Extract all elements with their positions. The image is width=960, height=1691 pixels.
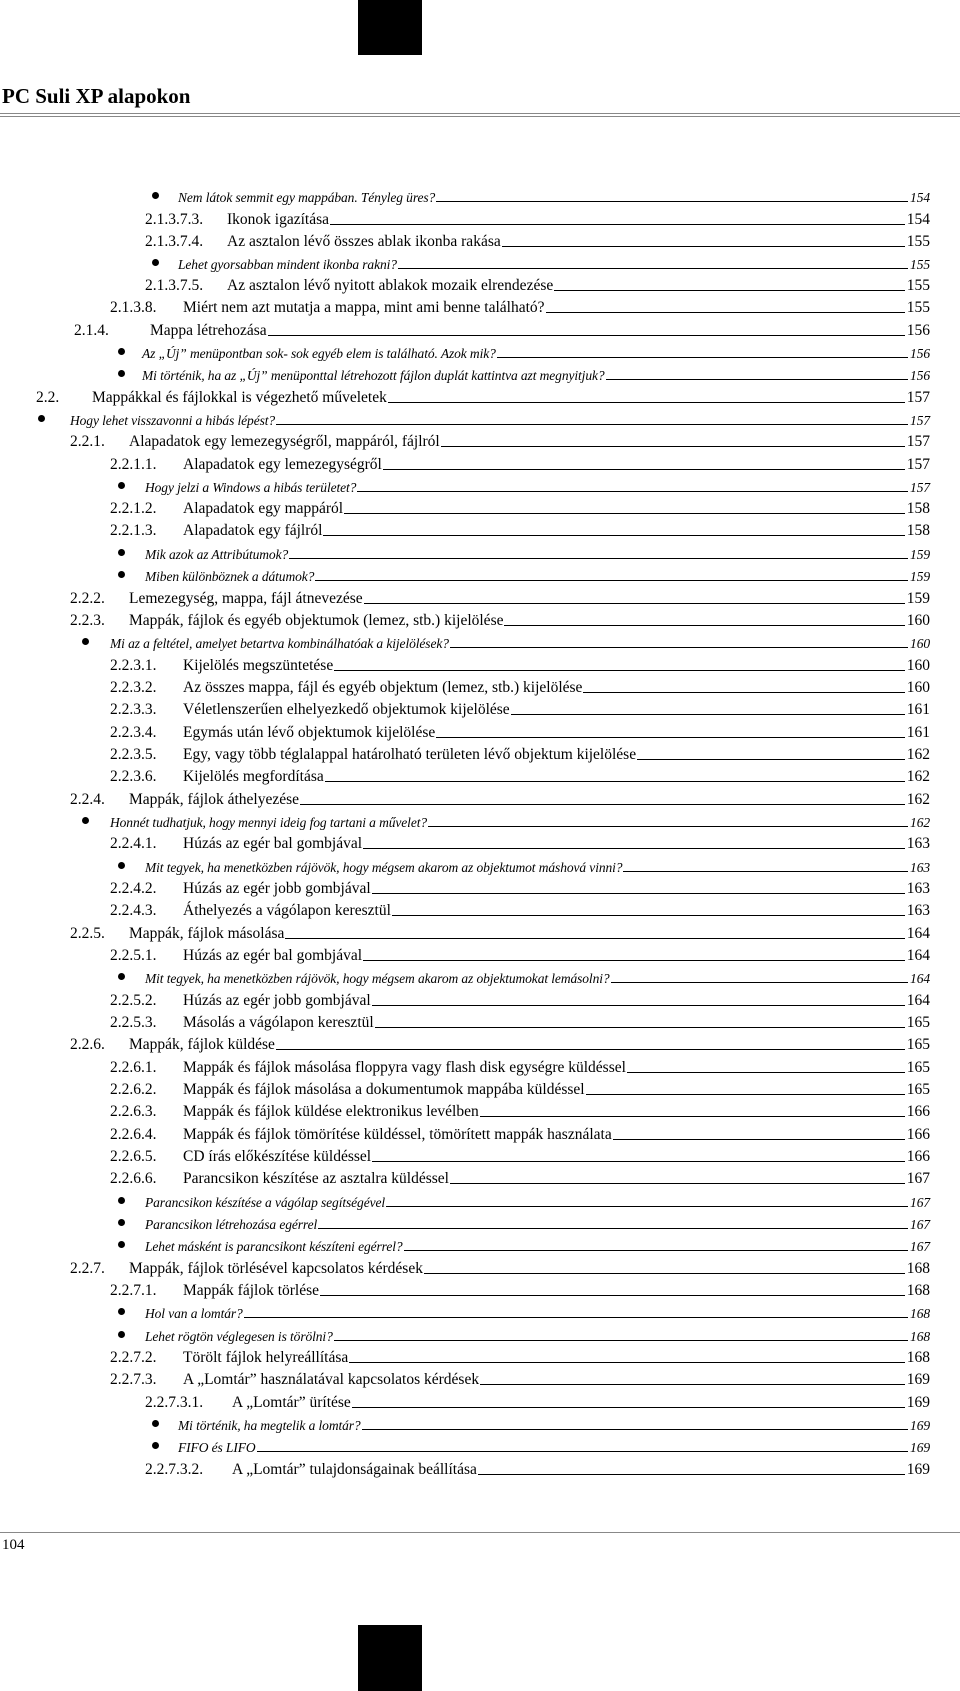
leader-line [364, 603, 905, 604]
toc-entry-title: Az asztalon lévő nyitott ablakok mozaik elrendezése [227, 277, 554, 294]
toc-entry-number: 2.1.3.8. [110, 299, 157, 316]
toc-question-entry [145, 1323, 930, 1345]
leader-line [244, 1317, 908, 1318]
bullet-icon [118, 1308, 125, 1315]
page-number: 104 [2, 1537, 25, 1553]
toc-entry [110, 295, 930, 317]
bullet-icon [118, 571, 125, 578]
leader-line [450, 1183, 905, 1184]
toc-entry [110, 988, 930, 1010]
toc-entry-page: 169 [910, 1440, 930, 1455]
leader-line [554, 290, 905, 291]
bullet-icon [118, 549, 125, 556]
toc-entry [110, 1144, 930, 1166]
toc-entry-title: Mappák, fájlok küldése [129, 1036, 275, 1053]
toc-entry-number: 2.2.3.4. [110, 724, 157, 741]
toc-entry-page: 169 [906, 1394, 930, 1411]
toc-entry-number: 2.2.1. [70, 433, 105, 450]
leader-line [334, 1340, 908, 1341]
toc-entry-page: 155 [910, 257, 930, 272]
toc-entry-page: 164 [906, 925, 930, 942]
leader-line [546, 312, 905, 313]
toc-entry-page: 163 [906, 835, 930, 852]
toc-entry-page: 160 [910, 636, 930, 651]
toc-entry-page: 169 [906, 1371, 930, 1388]
toc-question-entry [142, 340, 930, 362]
toc-entry-number: 2.2.6.2. [110, 1081, 157, 1098]
bullet-icon [118, 482, 125, 489]
toc-entry-page: 167 [910, 1217, 930, 1232]
toc-entry-number: 2.1.4. [74, 322, 109, 339]
toc-entry-title: Lehet rögtön véglegesen is törölni? [145, 1329, 333, 1344]
toc-entry-title: Nem látok semmit egy mappában. Tényleg üres? [178, 190, 436, 205]
bullet-icon [118, 1331, 125, 1338]
toc-question-entry [70, 407, 930, 429]
toc-entry-title: Az összes mappa, fájl és egyéb objektum (lemez, stb.) kijelölése [183, 679, 583, 696]
leader-line [344, 513, 905, 514]
toc-entry-page: 159 [906, 590, 930, 607]
toc-entry-title: Hogy jelzi a Windows a hibás területet? [145, 480, 357, 495]
leader-line [436, 201, 908, 202]
leader-line [386, 1206, 908, 1207]
toc-entry-number: 2.2.3.5. [110, 746, 157, 763]
toc-entry [110, 1367, 930, 1389]
toc-entry-title: Alapadatok egy lemezegységről, mappáról, fájlról [129, 433, 440, 450]
toc-entry-title: Mi történik, ha az „Új” menüponttal létrehozott fájlon duplát kattintva azt megnyitjuk? [142, 368, 605, 383]
leader-line [375, 1027, 905, 1028]
leader-line [404, 1250, 909, 1251]
toc-entry [110, 764, 930, 786]
leader-line [627, 1072, 905, 1073]
leader-line [613, 1139, 905, 1140]
leader-line [428, 826, 908, 827]
toc-entry-page: 156 [910, 368, 930, 383]
toc-entry-number: 2.2.6.1. [110, 1059, 157, 1076]
toc-entry-page: 163 [906, 902, 930, 919]
toc-entry-title: Honnét tudhatjuk, hogy mennyi ideig fog tartani a művelet? [110, 815, 428, 830]
toc-entry-title: Mi az a feltétel, amelyet betartva kombinálhatóak a kijelölések? [110, 636, 449, 651]
toc-entry [70, 787, 930, 809]
toc-entry-number: 2.2.5.1. [110, 947, 157, 964]
toc-entry [110, 1122, 930, 1144]
toc-entry-title: Mi történik, ha megtelik a lomtár? [178, 1418, 361, 1433]
leader-line [511, 714, 905, 715]
leader-line [502, 246, 905, 247]
toc-entry [110, 697, 930, 719]
leader-line [372, 1161, 905, 1162]
toc-entry-page: 162 [910, 815, 930, 830]
toc-entry-title: Miért nem azt mutatja a mappa, mint ami benne található? [183, 299, 545, 316]
toc-entry-title: Mappák és fájlok tömörítése küldéssel, tömörített mappák használata [183, 1126, 612, 1143]
toc-entry-number: 2.2.3.1. [110, 657, 157, 674]
toc-entry-page: 155 [906, 233, 930, 250]
toc-entry-page: 161 [906, 701, 930, 718]
toc-entry-number: 2.2.5.3. [110, 1014, 157, 1031]
toc-entry-page: 157 [906, 433, 930, 450]
toc-entry-number: 2.2.1.2. [110, 500, 157, 517]
toc-entry-title: Véletlenszerűen elhelyezkedő objektumok kijelölése [183, 701, 510, 718]
toc-entry-title: Az „Új” menüpontban sok- sok egyéb elem is található. Azok mik? [142, 346, 496, 361]
leader-line [362, 1429, 908, 1430]
toc-entry-page: 158 [906, 522, 930, 539]
toc-entry-number: 2.2.4.3. [110, 902, 157, 919]
toc-entry-page: 162 [906, 746, 930, 763]
toc-entry-page: 163 [906, 880, 930, 897]
toc-entry-title: Mappák, fájlok másolása [129, 925, 285, 942]
toc-entry-page: 162 [906, 791, 930, 808]
toc-entry-number: 2.2.5. [70, 925, 105, 942]
toc-entry-number: 2.1.3.7.4. [145, 233, 204, 250]
leader-line [315, 580, 908, 581]
toc-entry-page: 164 [910, 971, 930, 986]
toc-entry-title: A „Lomtár” tulajdonságainak beállítása [232, 1461, 477, 1478]
bullet-icon [118, 1197, 125, 1204]
toc-entry-number: 2.2.7.3. [110, 1371, 157, 1388]
bullet-icon [152, 1442, 159, 1449]
leader-line [276, 1049, 905, 1050]
toc-entry-page: 160 [906, 679, 930, 696]
toc-entry-title: Miben különböznek a dátumok? [145, 569, 315, 584]
toc-entry-page: 164 [906, 947, 930, 964]
toc-entry-number: 2.2.6.3. [110, 1103, 157, 1120]
toc-entry-title: Mappák és fájlok küldése elektronikus levélben [183, 1103, 479, 1120]
toc-entry-title: Hogy lehet visszavonni a hibás lépést? [70, 413, 276, 428]
toc-entry-number: 2.2.2. [70, 590, 105, 607]
toc-question-entry [145, 854, 930, 876]
toc-entry-title: Az asztalon lévő összes ablak ikonba rakása [227, 233, 501, 250]
bullet-icon [118, 348, 125, 355]
toc-entry [110, 518, 930, 540]
leader-line [363, 960, 905, 961]
toc-entry-page: 165 [906, 1081, 930, 1098]
toc-question-entry [110, 630, 930, 652]
bullet-icon [118, 862, 125, 869]
leader-line [330, 224, 905, 225]
toc-entry-page: 169 [906, 1461, 930, 1478]
toc-entry-title: Húzás az egér bal gombjával [183, 947, 363, 964]
toc-question-entry [178, 1434, 930, 1456]
toc-entry-page: 168 [906, 1349, 930, 1366]
toc-entry-number: 2.2.7.2. [110, 1349, 157, 1366]
toc-entry-title: Alapadatok egy fájlról [183, 522, 323, 539]
leader-line [583, 692, 904, 693]
footer-divider [0, 1532, 960, 1533]
toc-entry-page: 157 [910, 413, 930, 428]
toc-entry-page: 155 [906, 299, 930, 316]
toc-entry [110, 1099, 930, 1121]
toc-entry-title: Egymás után lévő objektumok kijelölése [183, 724, 436, 741]
toc-entry-page: 167 [910, 1195, 930, 1210]
toc-question-entry [110, 809, 930, 831]
toc-entry-number: 2.1.3.7.5. [145, 277, 204, 294]
page-tab-marker-bottom [358, 1625, 422, 1691]
toc-entry-number: 2.2.3.2. [110, 679, 157, 696]
toc-entry-number: 2.2.7. [70, 1260, 105, 1277]
toc-entry-page: 161 [906, 724, 930, 741]
toc-entry-title: Ikonok igazítása [227, 211, 330, 228]
toc-entry-number: 2.2.1.1. [110, 456, 157, 473]
toc-entry-title: Mit tegyek, ha menetközben rájövök, hogy mégsem akarom az objektumot máshová vinni? [145, 860, 623, 875]
toc-entry-page: 165 [906, 1059, 930, 1076]
bullet-icon [118, 973, 125, 980]
toc-entry-page: 167 [910, 1239, 930, 1254]
toc-entry-page: 156 [906, 322, 930, 339]
toc-entry-number: 2.2.4.1. [110, 835, 157, 852]
toc-entry-page: 154 [910, 190, 930, 205]
leader-line [325, 781, 905, 782]
toc-entry-title: Parancsikon létrehozása egérrel [145, 1217, 318, 1232]
bullet-icon [38, 415, 45, 422]
toc-question-entry [142, 362, 930, 384]
leader-line [349, 1362, 904, 1363]
toc-entry-number: 2.2.6.5. [110, 1148, 157, 1165]
toc-entry [70, 1032, 930, 1054]
toc-entry [145, 1457, 930, 1479]
toc-entry-page: 166 [906, 1126, 930, 1143]
leader-line [372, 1005, 905, 1006]
toc-entry [110, 1010, 930, 1032]
toc-entry-number: 2.2.4. [70, 791, 105, 808]
toc-entry-page: 156 [910, 346, 930, 361]
toc-entry-title: Mik azok az Attribútumok? [145, 547, 289, 562]
toc-entry [110, 653, 930, 675]
leader-line [323, 535, 904, 536]
toc-entry-title: Mappák, fájlok törlésével kapcsolatos kérdések [129, 1260, 423, 1277]
toc-entry-page: 163 [910, 860, 930, 875]
toc-entry-title: Lehet másként is parancsikont készíteni egérrel? [145, 1239, 403, 1254]
toc-question-entry [145, 1233, 930, 1255]
toc-question-entry [145, 1189, 930, 1211]
leader-line [334, 670, 905, 671]
toc-entry-title: Mappa létrehozása [150, 322, 267, 339]
toc-entry-page: 168 [906, 1260, 930, 1277]
leader-line [436, 737, 904, 738]
toc-entry-title: Alapadatok egy lemezegységről [183, 456, 382, 473]
page-header-title: PC Suli XP alapokon [2, 84, 191, 108]
toc-entry [70, 608, 930, 630]
toc-entry-title: Parancsikon készítése az asztalra küldéssel [183, 1170, 449, 1187]
leader-line [363, 848, 905, 849]
toc-entry-page: 166 [906, 1148, 930, 1165]
toc-entry-page: 164 [906, 992, 930, 1009]
toc-entry [110, 742, 930, 764]
leader-line [300, 804, 905, 805]
toc-entry-page: 158 [906, 500, 930, 517]
toc-entry-number: 2.2.7.3.1. [145, 1394, 204, 1411]
toc-entry-number: 2.2.6.6. [110, 1170, 157, 1187]
leader-line [352, 1407, 905, 1408]
bullet-icon [82, 638, 89, 645]
leader-line [388, 402, 905, 403]
toc-entry-page: 167 [906, 1170, 930, 1187]
toc-entry-number: 2.2.5.2. [110, 992, 157, 1009]
toc-entry-page: 165 [906, 1014, 930, 1031]
toc-entry-title: Mit tegyek, ha menetközben rájövök, hogy mégsem akarom az objektumokat lemásolni? [145, 971, 610, 986]
toc-question-entry [145, 563, 930, 585]
toc-entry [145, 229, 930, 251]
toc-question-entry [145, 541, 930, 563]
toc-entry-number: 2.2.4.2. [110, 880, 157, 897]
toc-entry [110, 1278, 930, 1300]
leader-line [392, 915, 905, 916]
leader-line [320, 1295, 905, 1296]
leader-line [285, 938, 904, 939]
leader-line [318, 1228, 908, 1229]
toc-entry-title: Hol van a lomtár? [145, 1306, 243, 1321]
toc-entry [110, 496, 930, 518]
toc-entry-title: Mappák fájlok törlése [183, 1282, 320, 1299]
bullet-icon [118, 1219, 125, 1226]
toc-entry [110, 876, 930, 898]
toc-question-entry [145, 965, 930, 987]
toc-question-entry [145, 1211, 930, 1233]
toc-entry-page: 157 [906, 456, 930, 473]
toc-entry-page: 168 [910, 1329, 930, 1344]
toc-entry-page: 165 [906, 1036, 930, 1053]
leader-line [611, 982, 909, 983]
leader-line [424, 1273, 905, 1274]
leader-line [586, 1094, 905, 1095]
toc-entry-page: 155 [906, 277, 930, 294]
toc-entry [110, 675, 930, 697]
toc-entry-title: Lemezegység, mappa, fájl átnevezése [129, 590, 363, 607]
toc-entry [110, 1055, 930, 1077]
toc-entry [70, 429, 930, 451]
toc-entry-page: 168 [906, 1282, 930, 1299]
bullet-icon [118, 1241, 125, 1248]
leader-line [268, 335, 905, 336]
leader-line [372, 893, 905, 894]
toc-question-entry [178, 251, 930, 273]
toc-entry-title: Mappák, fájlok áthelyezése [129, 791, 299, 808]
toc-entry-page: 159 [910, 547, 930, 562]
toc-entry [110, 452, 930, 474]
toc-entry-title: Mappákkal és fájlokkal is végezhető műveletek [92, 389, 387, 406]
toc-entry [110, 720, 930, 742]
toc-question-entry [145, 1300, 930, 1322]
toc-entry-title: Húzás az egér jobb gombjával [183, 992, 371, 1009]
toc-entry-page: 169 [910, 1418, 930, 1433]
toc-entry-page: 157 [910, 480, 930, 495]
toc-entry-title: A „Lomtár” használatával kapcsolatos kérdések [183, 1371, 480, 1388]
toc-entry-page: 162 [906, 768, 930, 785]
toc-question-entry [145, 474, 930, 496]
toc-entry-title: Kijelölés megszüntetése [183, 657, 334, 674]
toc-entry [145, 207, 930, 229]
leader-line [623, 871, 908, 872]
bullet-icon [118, 370, 125, 377]
toc-entry-number: 2.2.7.1. [110, 1282, 157, 1299]
toc-entry-page: 154 [906, 211, 930, 228]
toc-entry-title: Mappák és fájlok másolása a dokumentumok mappába küldéssel [183, 1081, 585, 1098]
bullet-icon [152, 192, 159, 199]
toc-entry-title: CD írás előkészítése küldéssel [183, 1148, 372, 1165]
leader-line [480, 1384, 905, 1385]
toc-entry-number: 2.2. [36, 389, 60, 406]
toc-entry [145, 1390, 930, 1412]
toc-entry-title: Parancsikon készítése a vágólap segítségével [145, 1195, 386, 1210]
toc-entry [110, 1166, 930, 1188]
toc-entry-page: 160 [906, 657, 930, 674]
toc-entry [145, 273, 930, 295]
toc-entry-page: 157 [906, 389, 930, 406]
leader-line [276, 424, 908, 425]
toc-entry-number: 2.2.3.6. [110, 768, 157, 785]
toc-entry [110, 1077, 930, 1099]
leader-line [606, 379, 909, 380]
toc-entry-number: 2.2.6. [70, 1036, 105, 1053]
toc-entry [110, 831, 930, 853]
bullet-icon [152, 259, 159, 266]
leader-line [398, 268, 908, 269]
toc-entry-number: 2.2.3.3. [110, 701, 157, 718]
leader-line [257, 1451, 909, 1452]
toc-entry-title: Húzás az egér jobb gombjával [183, 880, 371, 897]
toc-entry [70, 921, 930, 943]
toc-entry [70, 586, 930, 608]
toc-entry [110, 943, 930, 965]
leader-line [478, 1474, 905, 1475]
toc-entry-number: 2.2.1.3. [110, 522, 157, 539]
toc-entry-number: 2.2.7.3.2. [145, 1461, 204, 1478]
toc-entry-title: Húzás az egér bal gombjával [183, 835, 363, 852]
leader-line [289, 558, 908, 559]
toc-entry-title: Áthelyezés a vágólapon keresztül [183, 902, 391, 919]
leader-line [441, 446, 905, 447]
leader-line [357, 491, 908, 492]
toc-entry-title: FIFO és LIFO [178, 1440, 256, 1455]
toc-entry [110, 1345, 930, 1367]
bullet-icon [82, 817, 89, 824]
toc-entry-page: 166 [906, 1103, 930, 1120]
toc-entry-number: 2.2.3. [70, 612, 105, 629]
leader-line [497, 357, 908, 358]
toc-entry [36, 385, 930, 407]
toc-entry-title: Mappák, fájlok és egyéb objektumok (lemez, stb.) kijelölése [129, 612, 504, 629]
toc-entry-number: 2.1.3.7.3. [145, 211, 204, 228]
toc-entry [74, 318, 930, 340]
leader-line [480, 1116, 905, 1117]
toc-entry-page: 160 [906, 612, 930, 629]
toc-entry-title: Kijelölés megfordítása [183, 768, 324, 785]
toc-entry-title: Másolás a vágólapon keresztül [183, 1014, 374, 1031]
leader-line [383, 469, 905, 470]
toc-question-entry [178, 184, 930, 206]
toc-entry-page: 159 [910, 569, 930, 584]
toc-entry-title: Alapadatok egy mappáról [183, 500, 344, 517]
toc-entry-page: 168 [910, 1306, 930, 1321]
toc-entry [70, 1256, 930, 1278]
toc-entry-number: 2.2.6.4. [110, 1126, 157, 1143]
bullet-icon [152, 1420, 159, 1427]
leader-line [637, 759, 905, 760]
toc-entry-title: A „Lomtár” ürítése [232, 1394, 351, 1411]
toc-entry [110, 898, 930, 920]
toc-entry-title: Egy, vagy több téglalappal határolható területen lévő objektum kijelölése [183, 746, 637, 763]
toc-entry-title: Törölt fájlok helyreállítása [183, 1349, 349, 1366]
toc-entry-title: Mappák és fájlok másolása floppyra vagy flash disk egységre küldéssel [183, 1059, 626, 1076]
toc-entry-title: Lehet gyorsabban mindent ikonba rakni? [178, 257, 397, 272]
leader-line [504, 625, 904, 626]
toc-question-entry [178, 1412, 930, 1434]
leader-line [450, 647, 908, 648]
